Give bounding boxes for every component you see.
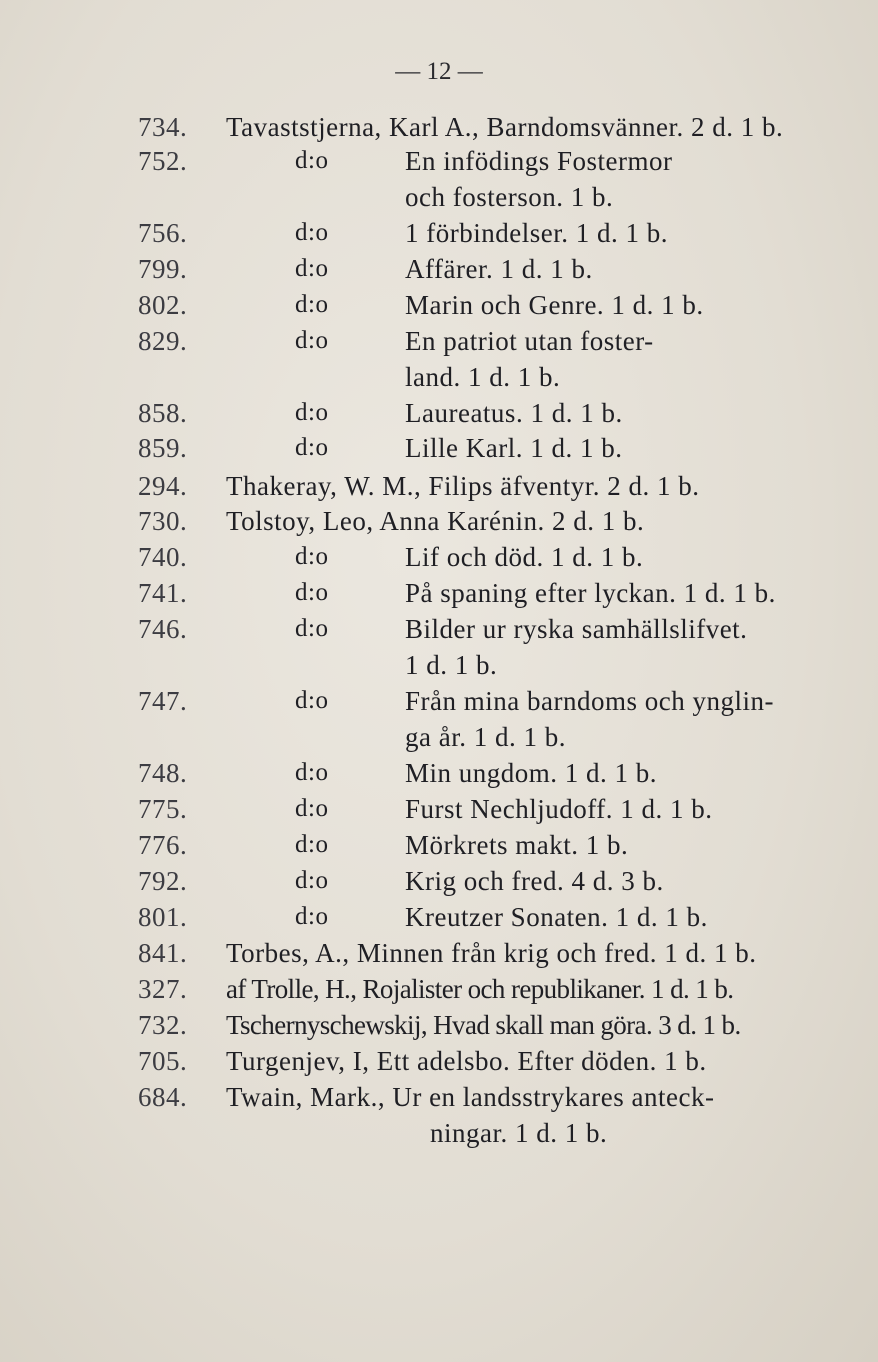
ditto-mark: d:o	[295, 759, 329, 786]
ditto-mark: d:o	[295, 831, 329, 858]
entry-title: Mörkrets makt. 1 b.	[405, 830, 629, 860]
entry-number: 732.	[138, 1010, 188, 1040]
entry-number: 802.	[138, 290, 188, 320]
entry-title: Affärer. 1 d. 1 b.	[405, 254, 593, 284]
entry-number: 775.	[138, 794, 188, 824]
entry-text: Twain, Mark., Ur en landsstrykares anteck-	[226, 1082, 715, 1112]
entry-title: Lif och död. 1 d. 1 b.	[405, 542, 644, 572]
entry-continuation: 1 d. 1 b.	[405, 650, 498, 680]
entry-number: 730.	[138, 506, 188, 536]
page-number: — 12 —	[395, 58, 483, 85]
entry-title: En infödings Fostermor	[405, 146, 673, 176]
entry-title: På spaning efter lyckan. 1 d. 1 b.	[405, 578, 776, 608]
entry-number: 746.	[138, 614, 188, 644]
ditto-mark: d:o	[295, 579, 329, 606]
ditto-mark: d:o	[295, 795, 329, 822]
entry-number: 294.	[138, 471, 188, 501]
entry-number: 776.	[138, 830, 188, 860]
entry-title: Marin och Genre. 1 d. 1 b.	[405, 290, 704, 320]
entry-number: 756.	[138, 218, 188, 248]
entry-text: Tschernyschewskij, Hvad skall man göra. 3 d. 1 b.	[226, 1010, 741, 1040]
entry-text: Torbes, A., Minnen från krig och fred. 1 d. 1 b.	[226, 938, 757, 968]
entry-number: 740.	[138, 542, 188, 572]
entry-text: Thakeray, W. M., Filips äfventyr. 2 d. 1 b.	[226, 471, 700, 501]
entry-title: Kreutzer Sonaten. 1 d. 1 b.	[405, 902, 708, 932]
entry-text: Turgenjev, I, Ett adelsbo. Efter döden. 1 b.	[226, 1046, 707, 1076]
ditto-mark: d:o	[295, 327, 329, 354]
entry-title: Furst Nechljudoff. 1 d. 1 b.	[405, 794, 713, 824]
entry-title: Från mina barndoms och ynglin-	[405, 686, 774, 716]
entry-title: En patriot utan foster-	[405, 326, 654, 356]
entry-number: 799.	[138, 254, 188, 284]
entry-title: Krig och fred. 4 d. 3 b.	[405, 866, 664, 896]
entry-title: Lille Karl. 1 d. 1 b.	[405, 433, 623, 463]
ditto-mark: d:o	[295, 687, 329, 714]
entry-continuation: ningar. 1 d. 1 b.	[430, 1118, 608, 1148]
ditto-mark: d:o	[295, 219, 329, 246]
entry-number: 747.	[138, 686, 188, 716]
entry-number: 684.	[138, 1082, 188, 1112]
ditto-mark: d:o	[295, 615, 329, 642]
entry-number: 705.	[138, 1046, 188, 1076]
entry-number: 801.	[138, 902, 188, 932]
entry-number: 734.	[138, 112, 188, 142]
ditto-mark: d:o	[295, 543, 329, 570]
entry-title: 1 förbindelser. 1 d. 1 b.	[405, 218, 668, 248]
entry-number: 748.	[138, 758, 188, 788]
entry-text: Tavaststjerna, Karl A., Barndomsvänner. 2 d. 1 b.	[226, 112, 784, 142]
entry-text: Tolstoy, Leo, Anna Karénin. 2 d. 1 b.	[226, 506, 645, 536]
ditto-mark: d:o	[295, 903, 329, 930]
entry-number: 858.	[138, 398, 188, 428]
entry-title: Laureatus. 1 d. 1 b.	[405, 398, 623, 428]
ditto-mark: d:o	[295, 867, 329, 894]
entry-number: 327.	[138, 974, 188, 1004]
entry-number: 859.	[138, 433, 188, 463]
ditto-mark: d:o	[295, 255, 329, 282]
entry-title: Bilder ur ryska samhällslifvet.	[405, 614, 748, 644]
entry-number: 752.	[138, 146, 188, 176]
entry-number: 741.	[138, 578, 188, 608]
ditto-mark: d:o	[295, 291, 329, 318]
entry-number: 792.	[138, 866, 188, 896]
entry-title: Min ungdom. 1 d. 1 b.	[405, 758, 658, 788]
entry-continuation: och fosterson. 1 b.	[405, 182, 614, 212]
entry-text: af Trolle, H., Rojalister och republikaner. 1 d. 1 b.	[226, 974, 734, 1004]
entry-continuation: land. 1 d. 1 b.	[405, 362, 561, 392]
ditto-mark: d:o	[295, 399, 329, 426]
entry-number: 829.	[138, 326, 188, 356]
ditto-mark: d:o	[295, 147, 329, 174]
ditto-mark: d:o	[295, 434, 329, 461]
entry-continuation: ga år. 1 d. 1 b.	[405, 722, 566, 752]
entry-number: 841.	[138, 938, 188, 968]
